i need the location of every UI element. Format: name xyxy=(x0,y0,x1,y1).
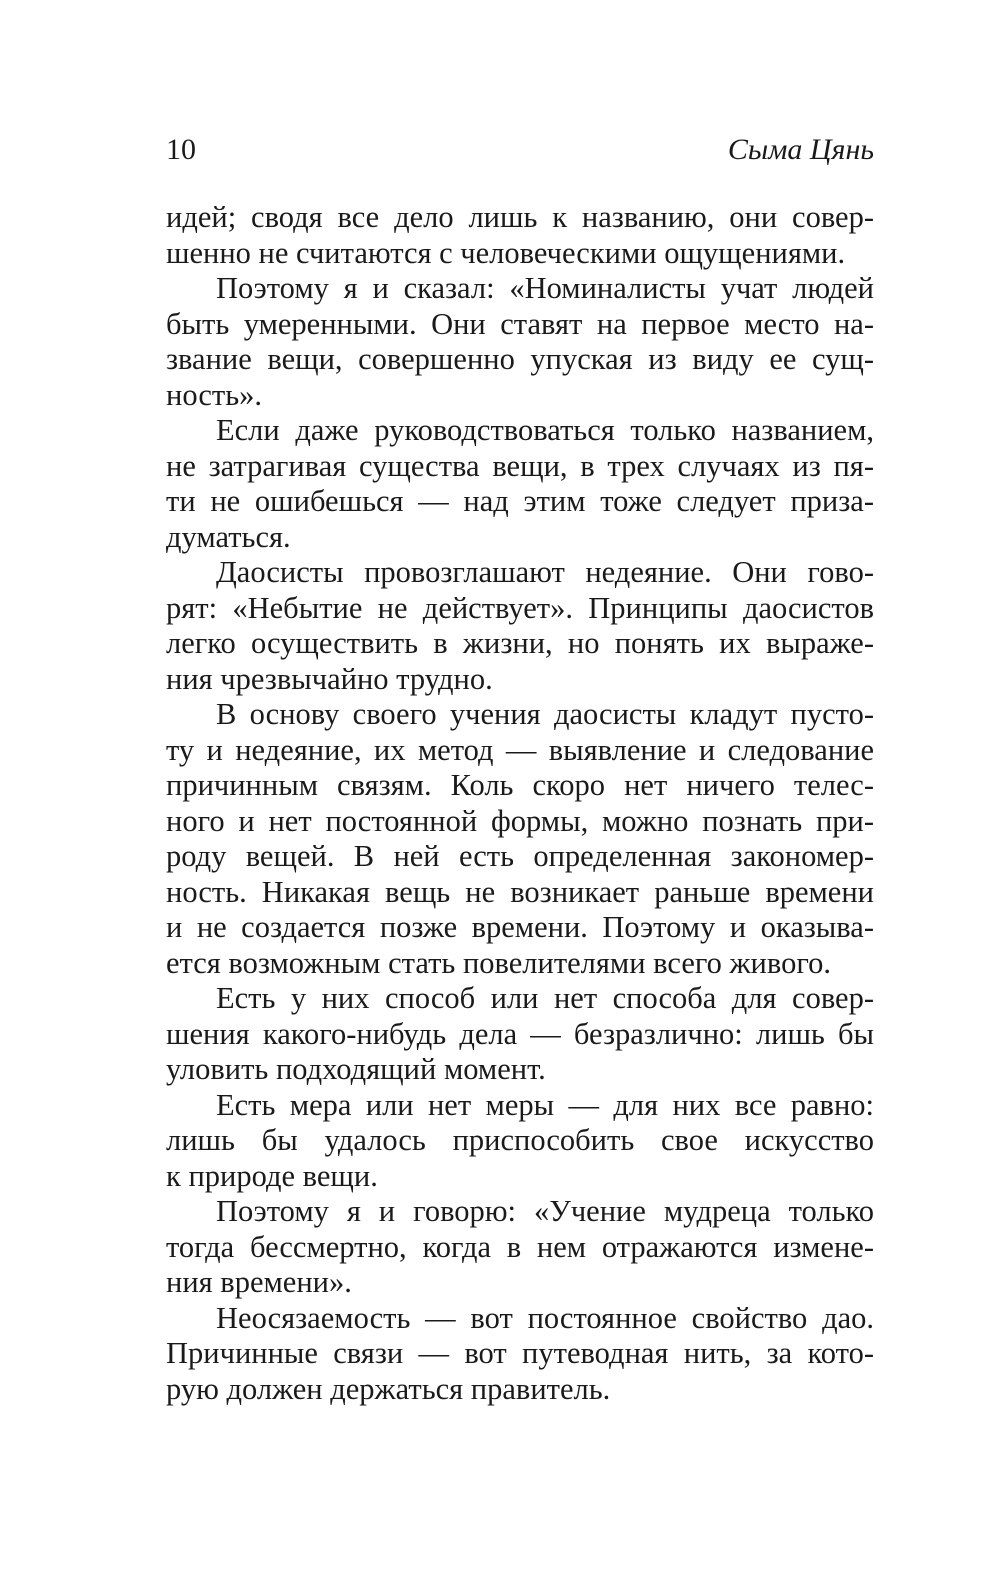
text-line: причинным связям. Коль скоро нет ничего телес- xyxy=(166,768,874,802)
text-line: ность. Никакая вещь не возникает раньше времени xyxy=(166,874,874,909)
running-header xyxy=(166,130,874,170)
text-line: Поэтому я и говорю: «Учение мудреца только xyxy=(216,1194,874,1228)
text-line: Если даже руководствоваться только названием, xyxy=(216,413,874,447)
text-line: ется возможным стать повелителями всего живого. xyxy=(166,945,831,980)
text-line: рят: «Небытие не действует». Принципы даосистов xyxy=(166,590,874,625)
text-line: Даосисты провозглашают недеяние. Они гово- xyxy=(216,555,874,589)
text-line: лишь бы удалось приспособить свое искусство xyxy=(166,1123,874,1157)
text-line: ного и нет постоянной формы, можно познать при- xyxy=(166,803,874,838)
text-line: звание вещи, совершенно упуская из виду ее сущ- xyxy=(166,342,874,376)
text-line: шения какого-нибудь дела — безразлично: лишь бы xyxy=(166,1016,874,1051)
text-line: В основу своего учения даосисты кладут пусто- xyxy=(216,697,874,731)
text-line: тогда бессмертно, когда в нем отражаются измене- xyxy=(166,1229,874,1264)
text-line: к природе вещи. xyxy=(166,1158,378,1193)
text-line: Есть мера или нет меры — для них все равно: xyxy=(216,1087,874,1122)
text-line: Есть у них способ или нет способа для совер- xyxy=(216,981,874,1015)
text-line: быть умеренными. Они ставят на первое место на- xyxy=(166,306,874,341)
text-line: ти не ошибешься — над этим тоже следует приза- xyxy=(166,484,874,518)
text-line: легко осуществить в жизни, но понять их выраже- xyxy=(166,626,874,660)
text-line: роду вещей. В ней есть определенная закономер- xyxy=(166,839,874,873)
text-line: ность». xyxy=(166,377,262,412)
text-line: ту и недеяние, их метод — выявление и следование xyxy=(166,732,874,767)
text-line: не затрагивая существа вещи, в трех случаях из пя- xyxy=(166,448,874,483)
body-text xyxy=(166,200,874,1407)
text-line: ния чрезвычайно трудно. xyxy=(166,661,493,696)
running-title: Сыма Цянь xyxy=(727,133,874,166)
text-line: рую должен держаться правитель. xyxy=(166,1371,611,1406)
text-line: ния времени». xyxy=(166,1265,352,1299)
page-number: 10 xyxy=(166,133,196,166)
text-line: Причинные связи — вот путеводная нить, за кото- xyxy=(166,1336,874,1370)
text-line: Поэтому я и сказал: «Номиналисты учат людей xyxy=(216,271,874,305)
text-line: шенно не считаются с человеческими ощущениями. xyxy=(166,235,846,270)
text-line: уловить подходящий момент. xyxy=(166,1052,546,1086)
text-line: Неосязаемость — вот постоянное свойство дао. xyxy=(216,1300,874,1335)
text-line: думаться. xyxy=(166,519,291,554)
text-line: и не создается позже времени. Поэтому и оказыва- xyxy=(166,910,874,944)
text-line: идей; сводя все дело лишь к названию, они совер- xyxy=(166,200,874,234)
